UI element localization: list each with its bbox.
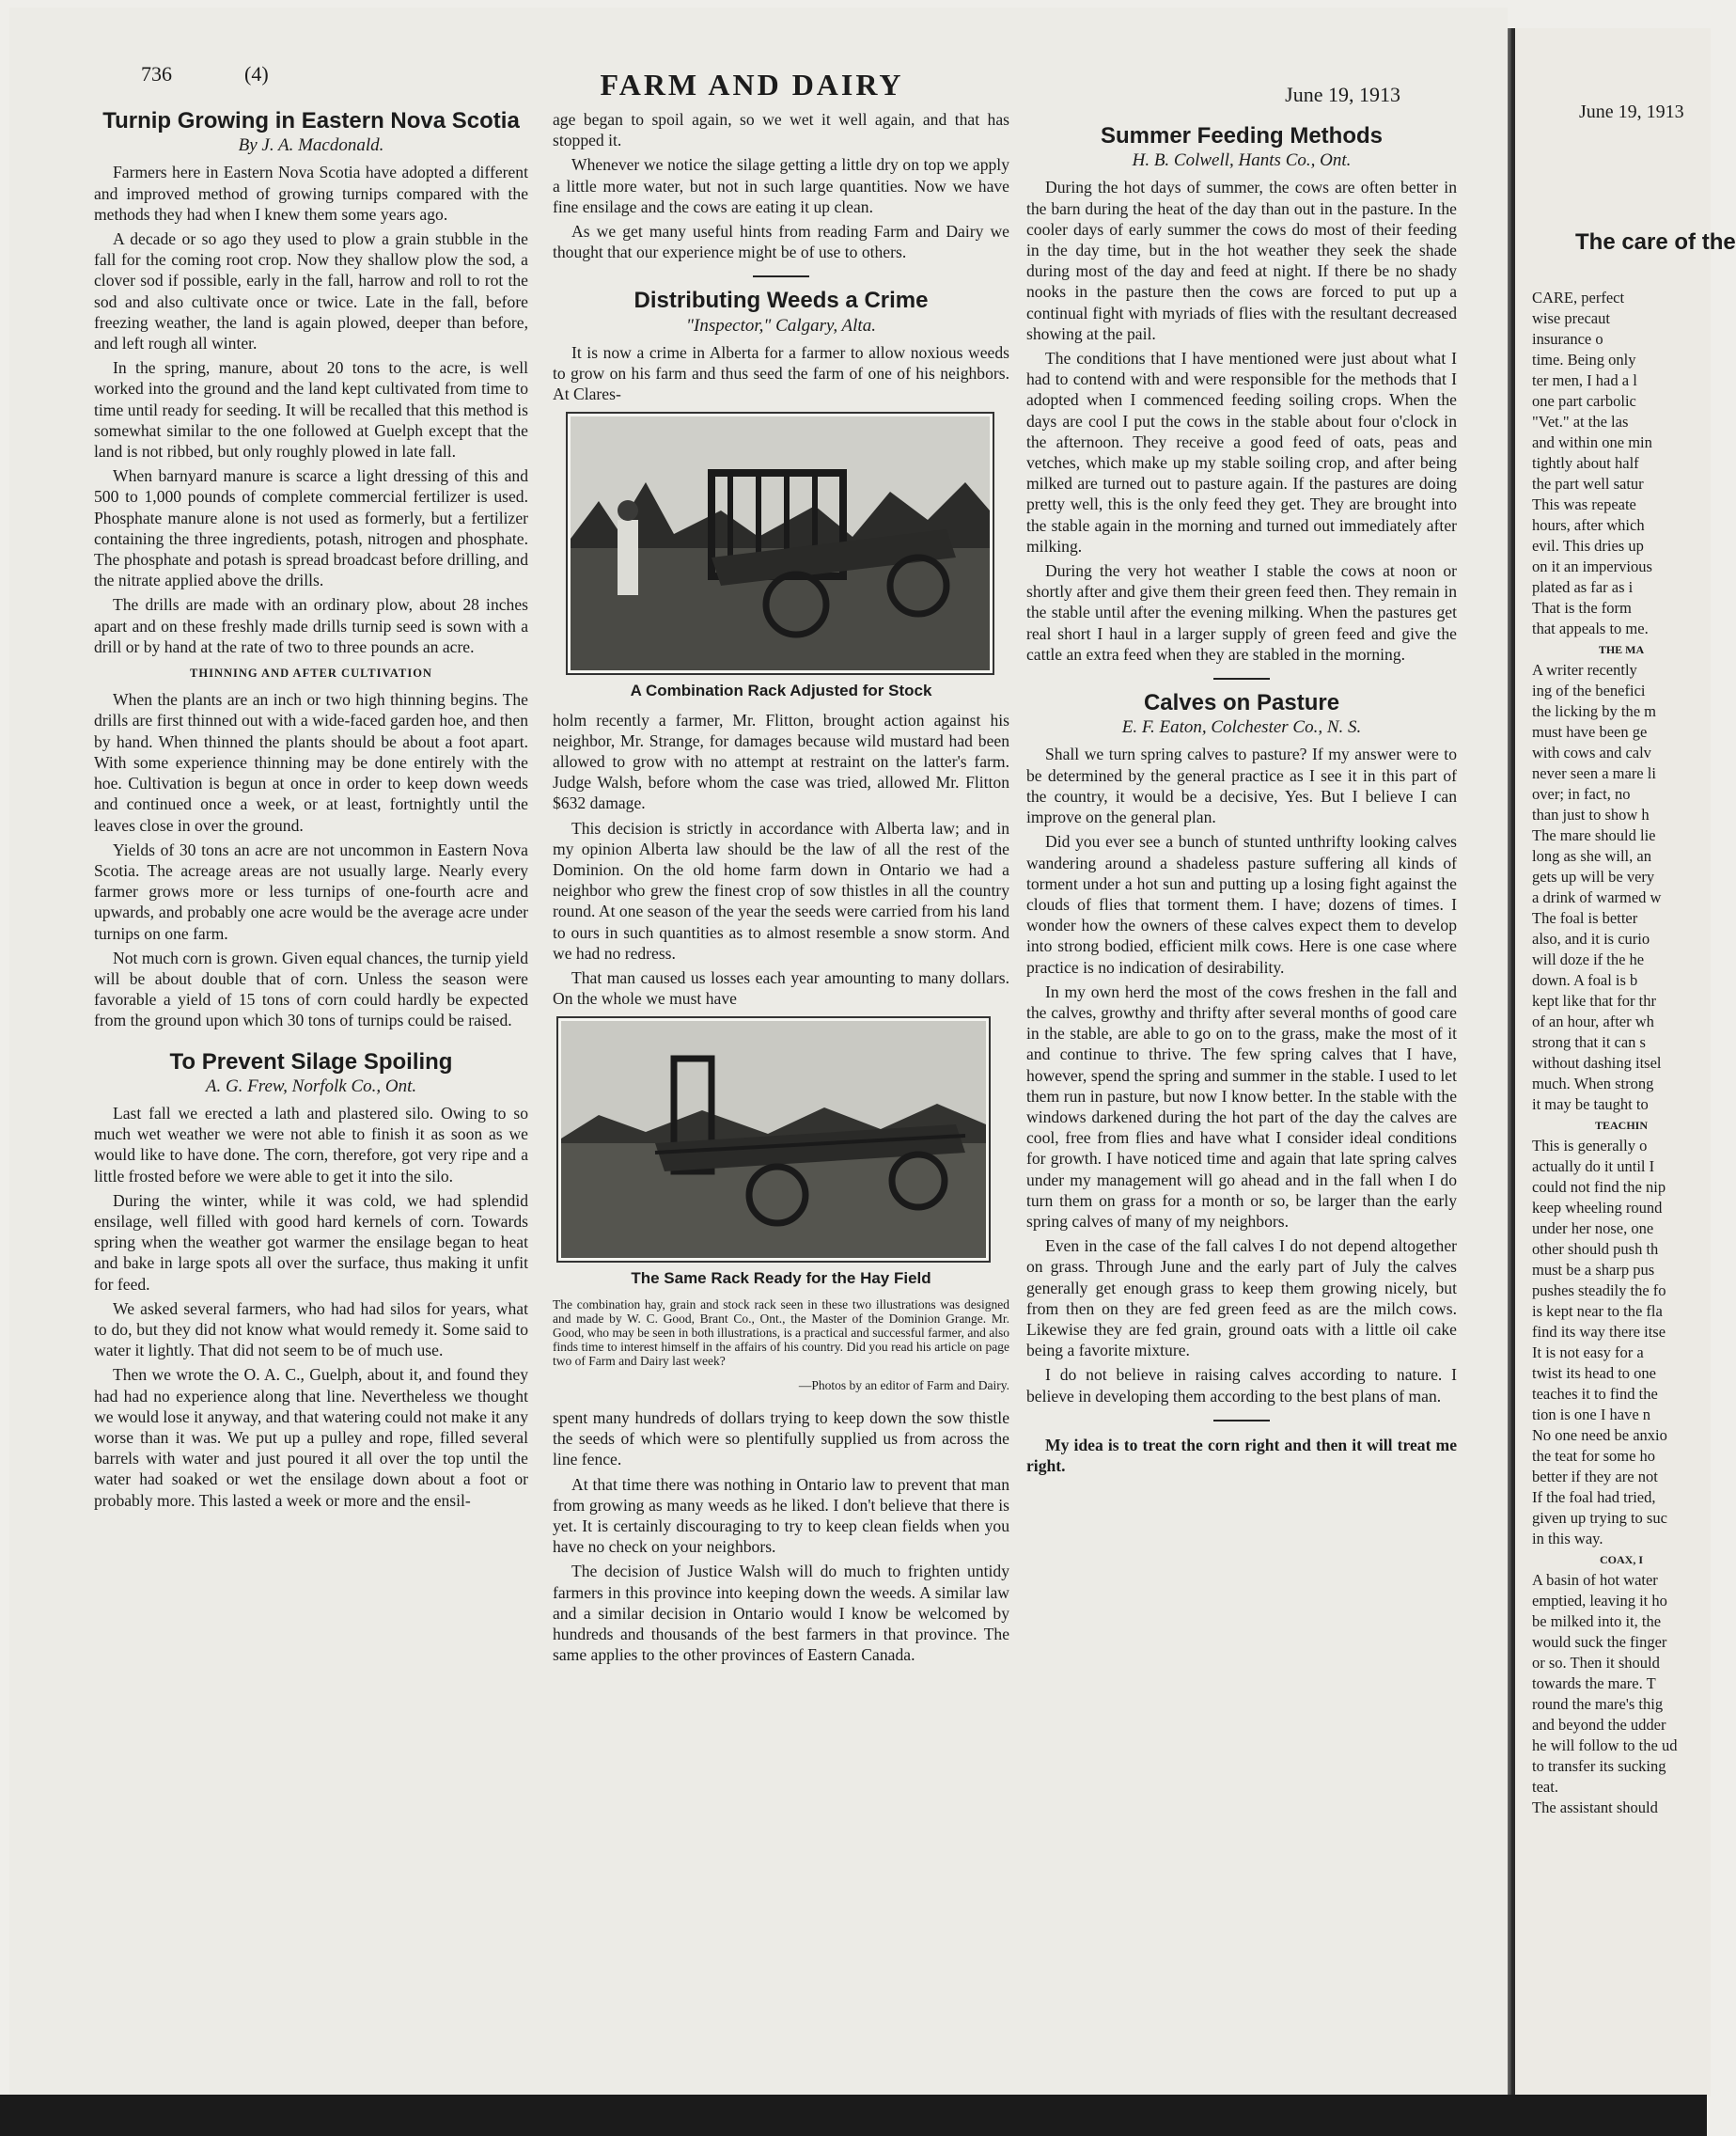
- right-page-line: and beyond the udder: [1532, 1716, 1666, 1734]
- right-page-line: one part carbolic: [1532, 392, 1636, 410]
- right-page-line: other should push th: [1532, 1240, 1659, 1258]
- right-page-line: round the mare's thig: [1532, 1695, 1664, 1713]
- right-page-line: and within one min: [1532, 433, 1652, 451]
- right-page-line: keep wheeling round: [1532, 1199, 1663, 1217]
- right-page-line: be milked into it, the: [1532, 1612, 1662, 1630]
- byline-turnip: By J. A. Macdonald.: [238, 135, 384, 156]
- scan-bottom-edge: [0, 2095, 1707, 2136]
- right-page-line: over; in fact, no: [1532, 785, 1631, 803]
- right-page-line: strong that it can s: [1532, 1033, 1646, 1051]
- paragraph: A decade or so ago they used to plow a grain stubble in the fall for the coming root crop. Now they shallow plow the sod, a clover sod if possible, early in the fall, harrow and roll to rot the sod and also cultivate once or twice. Late in the fall, before freezing weather, the land is again plowed, deeper than before, and left rough all winter.: [94, 229, 528, 353]
- photo-caption-1: A Combination Rack Adjusted for Stock: [630, 682, 932, 700]
- paragraph: During the winter, while it was cold, we had splendid ensilage, well filled with good hard kernels of corn. Towards spring when the weather got warmer the ensilage began to heat and bake in large spots all over the surface, thus making it unfit for feed.: [94, 1190, 528, 1294]
- right-page-line: This was repeate: [1532, 495, 1636, 513]
- right-page-line: or so. Then it should: [1532, 1654, 1660, 1672]
- article-title-weeds: Distributing Weeds a Crime: [633, 288, 929, 314]
- right-page-line: tightly about half: [1532, 454, 1639, 472]
- byline-weeds: "Inspector," Calgary, Alta.: [686, 315, 876, 336]
- page-header: [122, 62, 1400, 106]
- section-number: (4): [244, 62, 269, 86]
- paragraph: Yields of 30 tons an acre are not uncommon in Eastern Nova Scotia. The acreage areas are not usually large. Nearly every farmer grows more or less turnips of one-fourth acre and upwards, and probably one acre would be the average acre under turnips on one farm.: [94, 840, 528, 943]
- paragraph: The conditions that I have mentioned were just about what I had to contend with and were responsible for the methods that I adopted when I commenced feeding soiling crops. When the days are cool I put the cows in the stable about four o'clock in the afternoon. They receive a good feed of oats, peas and vetches, which make up my stable soiling crop, and after being milked are turned out to pasture again. If the pastures are doing pretty well, this is the only feed they get. They are brought into the stable again in the morning and turned out immediately after milking.: [1026, 349, 1457, 556]
- right-page-line: ing of the benefici: [1532, 682, 1646, 699]
- right-page-line: also, and it is curio: [1532, 930, 1650, 948]
- right-page-line: down. A foal is b: [1532, 971, 1638, 989]
- photo-rack-hay: [558, 1018, 989, 1261]
- right-page-line: must have been ge: [1532, 723, 1648, 741]
- paragraph: age began to spoil again, so we wet it well again, and that has stopped it.: [553, 110, 1009, 150]
- right-page-line: towards the mare. T: [1532, 1674, 1656, 1692]
- right-page-heading: The care of the: [1575, 229, 1736, 255]
- right-page-line: never seen a mare li: [1532, 764, 1656, 782]
- right-page-line: It is not easy for a: [1532, 1343, 1644, 1361]
- right-page-line: insurance o: [1532, 330, 1603, 348]
- photo-caption-2: The Same Rack Ready for the Hay Field: [631, 1269, 931, 1288]
- article-title-calves: Calves on Pasture: [1143, 690, 1340, 716]
- right-page-line: that appeals to me.: [1532, 620, 1649, 637]
- wagon-photo-illustration: [571, 416, 990, 670]
- right-page-line: find its way there itse: [1532, 1323, 1666, 1341]
- paragraph: We asked several farmers, who had had silos for years, what to do, but they did not know what would remedy it. Some said to water it lightly. That did not seem to be of much use.: [94, 1298, 528, 1360]
- right-page-line: A basin of hot water: [1532, 1571, 1658, 1589]
- paragraph: As we get many useful hints from reading Farm and Dairy we thought that our experience might be of use to others.: [553, 222, 1009, 262]
- paragraph: holm recently a farmer, Mr. Flitton, brought action against his neighbor, Mr. Strange, for damages because wild mustard had been allowed to grow with no attempt at restraint on the latter's farm. Judge Walsh, before whom the case was tried, allowed Mr. Flitton $632 damage.: [553, 710, 1009, 813]
- right-page-line: CARE, perfect: [1532, 289, 1625, 306]
- right-page-line: with cows and calv: [1532, 744, 1651, 762]
- hay-rack-photo-illustration: [561, 1021, 986, 1258]
- right-page-line: twist its head to one: [1532, 1364, 1656, 1382]
- paragraph: That man caused us losses each year amounting to many dollars. On the whole we must have: [553, 968, 1009, 1009]
- right-page-line: The mare should lie: [1532, 826, 1656, 844]
- paragraph: When the plants are an inch or two high thinning begins. The drills are first thinned out with a wide-faced garden hoe, and then by hand. When thinned the plants should be about a foot apart. With some experience thinning may be done entirely with the hoe. Cultivation is begun at once in order to keep down weeds and continued once a week, or at least, fortnightly until the leaves close in over the ground.: [94, 690, 528, 835]
- paragraph: The drills are made with an ordinary plow, about 28 inches apart and on these freshly made drills turnip seed is sown with a drill or by hand at the rate of two to three pounds an acre.: [94, 595, 528, 656]
- photo-note: The combination hay, grain and stock rack seen in these two illustrations was designed and made by W. C. Good, Brant Co., Ont., the Master of the Dominion Grange. Mr. Good, who may be seen in both illustrations, is a practical and successful farmer, and also finds time to interest himself in the affairs of his country. Did you read his article on page two of Farm and Dairy last week?: [553, 1296, 1009, 1368]
- right-page-line: must be a sharp pus: [1532, 1261, 1655, 1279]
- paragraph: In my own herd the most of the cows freshen in the fall and the calves, growthy and thrifty after several months of good care in the stable, are able to go on to the grass, make the most of it and continue to thrive. The few spring calves that I have, however, spend the spring and summer in the stable. I used to let them run in pasture, but now I know better. In the stable with the windows darkened during the hot part of the day the calves are cool, free from flies and have what I consider ideal conditions for growth. I have noticed time and again that late spring calves under my management will go ahead and in the fall when I do turn them on grass for a month or so, be larger than the early spring calves of many of my neighbors.: [1026, 982, 1457, 1231]
- right-page-line: teaches it to find the: [1532, 1385, 1658, 1403]
- right-page-line: TEACHIN: [1594, 1119, 1648, 1132]
- right-page-line: teat.: [1532, 1778, 1558, 1796]
- right-page-line: The assistant should: [1532, 1798, 1658, 1816]
- paragraph: Even in the case of the fall calves I do not depend altogether on grass. Through June and the early part of July the calves generally get enough grass to keep them growing nicely, but from then on they are fed green feed as are the milch cows. Likewise they are fed grain, ground oats with a little oil cake being a favorite mixture.: [1026, 1236, 1457, 1360]
- right-page-line: under her nose, one: [1532, 1219, 1654, 1237]
- right-page-line: emptied, leaving it ho: [1532, 1592, 1667, 1610]
- byline-summer-feeding: H. B. Colwell, Hants Co., Ont.: [1132, 150, 1352, 171]
- article-title-silage: To Prevent Silage Spoiling: [169, 1048, 453, 1075]
- paragraph: Last fall we erected a lath and plastered silo. Owing to so much wet weather we were not able to finish it as soon as we would like to have done. The corn, therefore, got very ripe and a little frosted before we were able to get it into the silo.: [94, 1103, 528, 1186]
- paragraph: It is now a crime in Alberta for a farmer to allow noxious weeds to grow on his farm and thus seed the farm of one of his neighbors. At Clares-: [553, 342, 1009, 404]
- paragraph: Farmers here in Eastern Nova Scotia have adopted a different and improved method of growing turnips compared with the methods they had when I knew them some years ago.: [94, 163, 528, 224]
- right-page-line: tion is one I have n: [1532, 1406, 1651, 1423]
- paragraph: During the very hot weather I stable the cows at noon or shortly after and give them their green feed then. They remain in the stable until after the evening milking. When the pastures get real short I haul in a larger supply of green feed and give the cattle an extra feed when they are stabled in the morning.: [1026, 561, 1457, 664]
- section-divider: [1213, 678, 1270, 680]
- right-page-line: If the foal had tried,: [1532, 1488, 1656, 1506]
- article-title-summer-feeding: Summer Feeding Methods: [1100, 123, 1384, 149]
- right-page-line: evil. This dries up: [1532, 537, 1644, 555]
- paragraph: The decision of Justice Walsh will do much to frighten untidy farmers in this province into keeping down the weeds. A similar law and a similar decision in Ontario would I know be welcomed by hundreds and thousands of the best farmers in that province. The same applies to the other provinces of Eastern Canada.: [553, 1562, 1009, 1665]
- right-page-line: in this way.: [1532, 1530, 1603, 1547]
- right-page-line: That is the form: [1532, 599, 1632, 617]
- paragraph: spent many hundreds of dollars trying to keep down the sow thistle the seeds of which were so plentifully supplied us from across the line fence.: [553, 1407, 1009, 1469]
- issue-date: June 19, 1913: [1285, 83, 1400, 106]
- paragraph: My idea is to treat the corn right and then it will treat me right.: [1026, 1435, 1457, 1475]
- right-page-line: ter men, I had a l: [1532, 371, 1637, 389]
- right-page-line: to transfer its sucking: [1532, 1757, 1666, 1775]
- page-number: 736: [141, 62, 172, 86]
- paragraph: In the spring, manure, about 20 tons to the acre, is well worked into the ground and the land kept cultivated from time to time until ready for seeding. It will be recalled that this method is somewhat similar to the one followed at Guelph except that the land is not ribbed, but only roughly plowed in late fall.: [94, 358, 528, 462]
- right-page-line: pushes steadily the fo: [1532, 1281, 1666, 1299]
- byline-calves: E. F. Eaton, Colchester Co., N. S.: [1121, 717, 1362, 738]
- right-page-line: time. Being only: [1532, 351, 1636, 369]
- right-page-line: will doze if the he: [1532, 950, 1645, 968]
- right-page-line: hours, after which: [1532, 516, 1645, 534]
- photo-credit: —Photos by an editor of Farm and Dairy.: [798, 1377, 1009, 1392]
- paragraph: Then we wrote the O. A. C., Guelph, about it, and found they had had no experience along that line. Nevertheless we thought we would lose it anyway, and that watering could not make it any worse than it was. We put up a pulley and rope, filled several barrels with water and just poured it all over the top until the water had soaked or wet the ensilage down about a foot or probably more. This lasted a week or more and the ensil-: [94, 1365, 528, 1510]
- right-page-line: than just to show h: [1532, 806, 1650, 824]
- section-divider: [753, 275, 809, 277]
- column-3: [1026, 118, 1457, 1480]
- right-page-line: a drink of warmed w: [1532, 888, 1662, 906]
- right-page-line: long as she will, an: [1532, 847, 1651, 865]
- paragraph: Shall we turn spring calves to pasture? If my answer were to be determined by the general practice as I see it in this part of the country, it would be a decisive, Yes. But I believe I can improve on the general plan.: [1026, 745, 1457, 827]
- paragraph: This decision is strictly in accordance with Alberta law; and in my opinion Alberta law should be the law of all the rest of the Dominion. On the old home farm down in Ontario we had a neighbor who grew the finest crop of sow thistles in all the country round. At one season of the year the seeds were carried from his land to ours in such quantities as to almost resemble a snow storm. And we had no redress.: [553, 818, 1009, 963]
- section-divider: [1213, 1420, 1270, 1421]
- right-page-line: A writer recently: [1532, 661, 1637, 679]
- right-page-line: actually do it until I: [1532, 1157, 1655, 1175]
- right-page-line: on it an impervious: [1532, 558, 1652, 575]
- right-page-line: would suck the finger: [1532, 1633, 1667, 1651]
- paragraph: When barnyard manure is scarce a light dressing of this and 500 to 1,000 pounds of complete commercial fertilizer is used. Phosphate manure alone is not used as formerly, but a fertilizer containing the three ingredients, potash, nitrogen and phosphate. The phosphate and potash is spread broadcast before drilling, and the nitrate applied above the drills.: [94, 466, 528, 590]
- article-title-turnip: Turnip Growing in Eastern Nova Scotia: [102, 108, 520, 134]
- paragraph: Whenever we notice the silage getting a little dry on top we apply a little more water, but not in such large quantities. Now we have fine ensilage and the cows are eating it up clean.: [553, 155, 1009, 216]
- right-page-line: plated as far as i: [1532, 578, 1634, 596]
- right-page-line: wise precaut: [1532, 309, 1610, 327]
- right-page-text: [1532, 288, 1711, 1818]
- paragraph: Did you ever see a bunch of stunted unthrifty looking calves wandering around a shadeless pasture suffering all kinds of torment under a hot sun and putting up a losing fight against the clouds of flies that torment them. I have; dozens of times. I wonder how the owners of these calves expect them to develop into strong bodied, efficient milk cows. Here is one case where practice is no indication of desirability.: [1026, 832, 1457, 977]
- right-page-line: "Vet." at the las: [1532, 413, 1629, 431]
- right-page-line: could not find the nip: [1532, 1178, 1666, 1196]
- right-page-line: The foal is better: [1532, 909, 1638, 927]
- paragraph: I do not believe in raising calves according to nature. I believe in developing them according to the best plans of man.: [1026, 1365, 1457, 1406]
- right-page-line: THE MA: [1598, 643, 1645, 656]
- right-page-line: the licking by the m: [1532, 702, 1656, 720]
- publication-title: FARM AND DAIRY: [600, 68, 904, 102]
- right-page-line: the teat for some ho: [1532, 1447, 1656, 1465]
- column-1: [94, 103, 528, 1515]
- right-page-line: This is generally o: [1532, 1137, 1648, 1154]
- paragraph: During the hot days of summer, the cows are often better in the barn during the heat of the day than out in the pasture. In the cooler days of early summer the cows do most of their feeding in the day time, but in the hot weather they seek the shade during most of the day and feed at night. If there be no shady nooks in the pasture then the cows are forced to put up a continual fight with myriads of flies with the resultant decreased showing at the pail.: [1026, 178, 1457, 343]
- byline-silage: A. G. Frew, Norfolk Co., Ont.: [205, 1076, 417, 1096]
- right-page-date: June 19, 1913: [1579, 102, 1684, 122]
- photo-rack-stock: [568, 414, 993, 673]
- paragraph: Not much corn is grown. Given equal chances, the turnip yield will be about double that of corn. Unless the season were favorable a yield of 15 tons of corn could hardly be expected from the ground upon which 30 tons of turnips could be raised.: [94, 948, 528, 1030]
- subhead-thinning: THINNING AND AFTER CULTIVATION: [190, 667, 432, 681]
- right-page-line: better if they are not: [1532, 1468, 1658, 1485]
- paragraph: At that time there was nothing in Ontario law to prevent that man from growing as many weeds as he liked. I don't believe that there is yet. It is certainly discouraging to try to keep clean fields when you have no check on your neighbors.: [553, 1474, 1009, 1557]
- right-page-line: without dashing itsel: [1532, 1054, 1662, 1072]
- right-page-line: COAX, I: [1599, 1553, 1643, 1566]
- right-page-line: it may be taught to: [1532, 1095, 1649, 1113]
- right-page-line: the part well satur: [1532, 475, 1644, 493]
- right-page-line: much. When strong: [1532, 1075, 1654, 1092]
- right-page-line: gets up will be very: [1532, 868, 1655, 886]
- right-page-line: given up trying to suc: [1532, 1509, 1667, 1527]
- right-page-line: No one need be anxio: [1532, 1426, 1667, 1444]
- right-page-line: is kept near to the fla: [1532, 1302, 1663, 1320]
- column-2: [553, 109, 1009, 1669]
- right-page-line: kept like that for thr: [1532, 992, 1656, 1010]
- right-page-line: of an hour, after wh: [1532, 1013, 1654, 1030]
- right-page-line: he will follow to the ud: [1532, 1736, 1678, 1754]
